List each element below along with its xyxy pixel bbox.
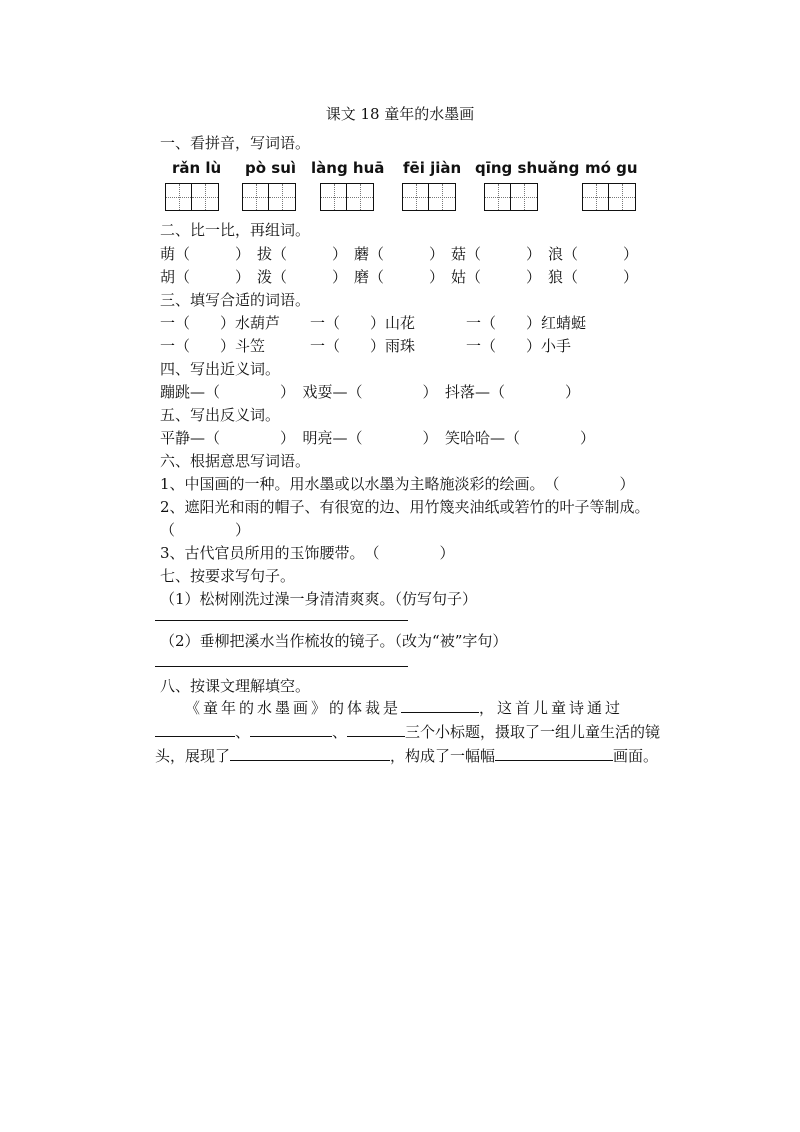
fill-blank-genre[interactable] (401, 697, 479, 713)
fill-blank-subtitle-1[interactable] (155, 721, 235, 737)
compare-item: 拔（ ） (257, 245, 348, 263)
compare-item: 狼（ ） (548, 268, 639, 286)
compare-item: 姑（ ） (451, 268, 542, 286)
pinyin-4: fēi jiàn (403, 159, 462, 177)
fill-item: 一（ ）小手 (466, 337, 572, 355)
paragraph-text: 头，展现了 (155, 747, 231, 765)
writing-grid-2[interactable] (242, 183, 296, 211)
pinyin-2: pò suì (245, 159, 297, 177)
section-3-heading: 三、填写合适的词语。 (160, 291, 311, 309)
fill-blank-subtitle-3[interactable] (347, 721, 405, 737)
page-title: 课文 18 童年的水墨画 (325, 105, 475, 123)
paragraph-text: 三个小标题，摄取了一组儿童生活的镜 (405, 723, 661, 741)
paragraph-line-3 (155, 745, 658, 766)
paragraph-text: ，构成了一幅幅 (390, 747, 496, 765)
fill-blank-scene[interactable] (230, 745, 390, 761)
definition-question-1: 1、中国画的一种。用水墨或以水墨为主略施淡彩的绘画。 （ ） (160, 475, 635, 493)
paragraph-line-2 (155, 721, 660, 742)
fill-item: 一（ ）斗笠 (160, 337, 266, 355)
compare-item: 泼（ ） (257, 268, 348, 286)
definition-question-2: 2、遮阳光和雨的帽子、有很宽的边、用竹篾夹油纸或箬竹的叶子等制成。 (160, 498, 650, 516)
compare-item: 蘑（ ） (354, 245, 445, 263)
answer-line-1[interactable] (155, 620, 408, 621)
writing-grid-5[interactable] (484, 183, 538, 211)
sentence-task-1: （1）松树刚洗过澡一身清清爽爽。（仿写句子） (160, 590, 478, 608)
section-1-heading: 一、看拼音，写词语。 (160, 134, 311, 152)
compare-item: 磨（ ） (354, 268, 445, 286)
paragraph-line-1 (185, 697, 623, 718)
writing-grid-1[interactable] (165, 183, 219, 211)
section-6-heading: 六、根据意思写词语。 (160, 452, 311, 470)
antonym-row: 平静—（ ） 明亮—（ ） 笑哈哈—（ ） (160, 429, 596, 447)
definition-question-3: 3、古代官员所用的玉饰腰带。 （ ） (160, 544, 455, 562)
pinyin-3: làng huā (311, 159, 385, 177)
writing-grid-4[interactable] (402, 183, 456, 211)
paragraph-text: ，这首儿童诗通过 (479, 699, 624, 717)
section-7-heading: 七、按要求写句子。 (160, 567, 296, 585)
paragraph-text: 《童年的水墨画》的体裁是 (185, 699, 402, 717)
compare-item: 胡（ ） (160, 268, 251, 286)
fill-blank-subtitle-2[interactable] (250, 721, 332, 737)
pinyin-5: qīng shuǎng (475, 159, 580, 177)
fill-blank-picture[interactable] (495, 745, 613, 761)
section-4-heading: 四、写出近义词。 (160, 360, 281, 378)
fill-item: 一（ ）水葫芦 (160, 314, 281, 332)
pinyin-1: rǎn lù (172, 159, 222, 177)
section-5-heading: 五、写出反义词。 (160, 406, 281, 424)
fill-item: 一（ ）山花 (310, 314, 416, 332)
definition-question-2-blank: （ ） (160, 521, 251, 539)
writing-grid-6[interactable] (582, 183, 636, 211)
fill-item: 一（ ）雨珠 (310, 337, 416, 355)
pinyin-6: mó gu (585, 159, 638, 177)
section-8-heading: 八、按课文理解填空。 (160, 677, 311, 695)
answer-line-2[interactable] (155, 666, 408, 667)
fill-item: 一（ ）红蜻蜓 (466, 314, 587, 332)
sentence-task-2: （2）垂柳把溪水当作梳妆的镜子。（改为“被”字句） (160, 632, 508, 650)
synonym-row: 蹦跳—（ ） 戏耍—（ ） 抖落—（ ） (160, 383, 581, 401)
compare-item: 萌（ ） (160, 245, 251, 263)
paragraph-text: 画面。 (613, 747, 659, 765)
writing-grid-3[interactable] (320, 183, 374, 211)
section-2-heading: 二、比一比，再组词。 (160, 221, 311, 239)
compare-item: 浪（ ） (548, 245, 639, 263)
compare-item: 菇（ ） (451, 245, 542, 263)
paragraph-text: 、 (332, 723, 348, 741)
paragraph-text: 、 (235, 723, 251, 741)
